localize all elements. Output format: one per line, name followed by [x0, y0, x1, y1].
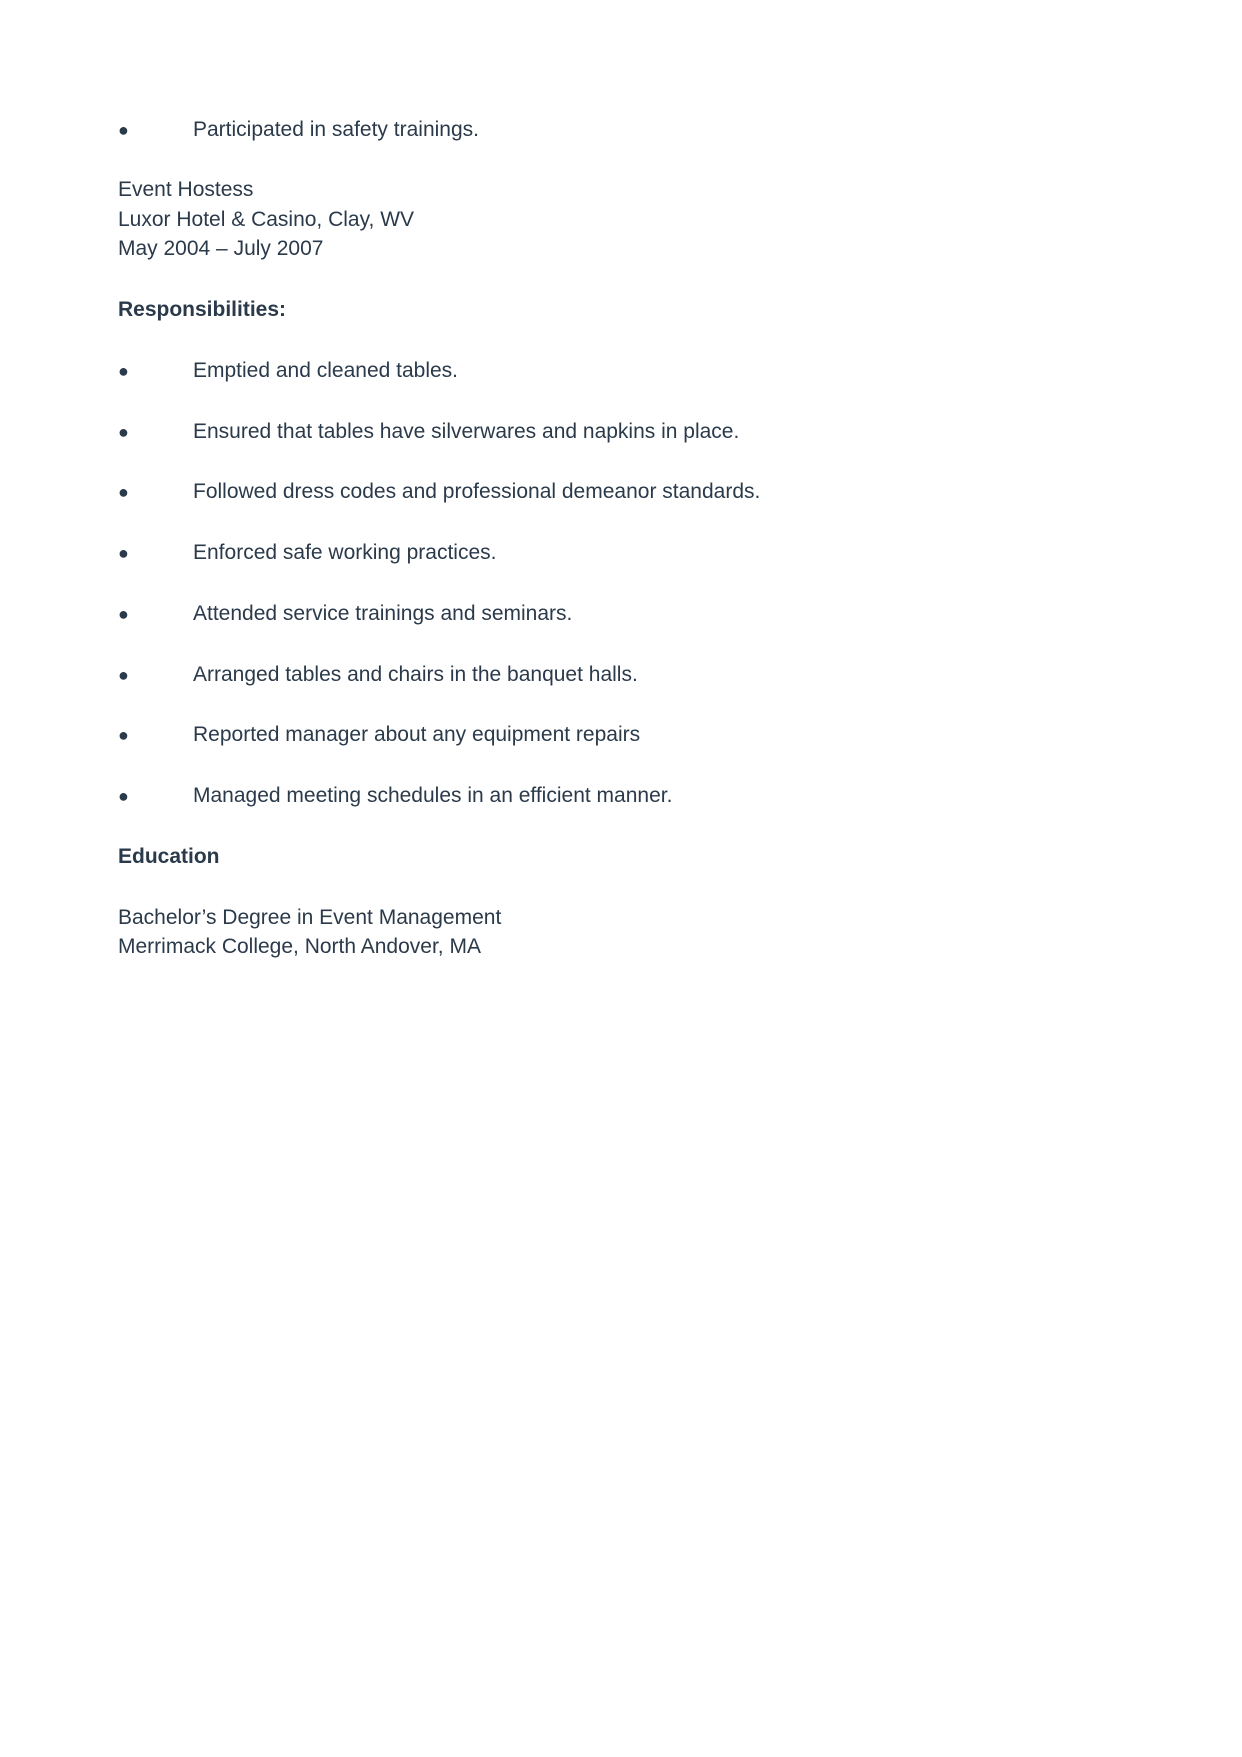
job-title: Event Hostess [118, 178, 254, 201]
bullet-text: Attended service trainings and seminars. [193, 602, 573, 625]
bullet-text: Ensured that tables have silverwares and napkins in place. [193, 420, 740, 443]
job-company: Luxor Hotel & Casino, Clay, WV [118, 208, 415, 231]
bullet-icon: ● [118, 786, 129, 806]
bullet-text: Emptied and cleaned tables. [193, 359, 459, 382]
responsibilities-heading: Responsibilities: [118, 298, 287, 321]
bullet-text: Reported manager about any equipment repairs [193, 723, 641, 746]
job-dates: May 2004 – July 2007 [118, 237, 324, 260]
bullet-icon: ● [118, 604, 129, 624]
bullet-icon: ● [118, 361, 129, 381]
education-degree: Bachelor’s Degree in Event Management [118, 906, 502, 929]
bullet-icon: ● [118, 665, 129, 685]
bullet-text: Participated in safety trainings. [193, 118, 479, 141]
bullet-text: Managed meeting schedules in an efficient manner. [193, 784, 673, 807]
bullet-icon: ● [118, 120, 129, 140]
bullet-icon: ● [118, 725, 129, 745]
bullet-text: Followed dress codes and professional demeanor standards. [193, 480, 761, 503]
bullet-icon: ● [118, 422, 129, 442]
education-school: Merrimack College, North Andover, MA [118, 935, 481, 958]
bullet-text: Arranged tables and chairs in the banquet halls. [193, 663, 638, 686]
bullet-text: Enforced safe working practices. [193, 541, 497, 564]
bullet-icon: ● [118, 482, 129, 502]
education-heading: Education [118, 845, 220, 868]
bullet-icon: ● [118, 543, 129, 563]
